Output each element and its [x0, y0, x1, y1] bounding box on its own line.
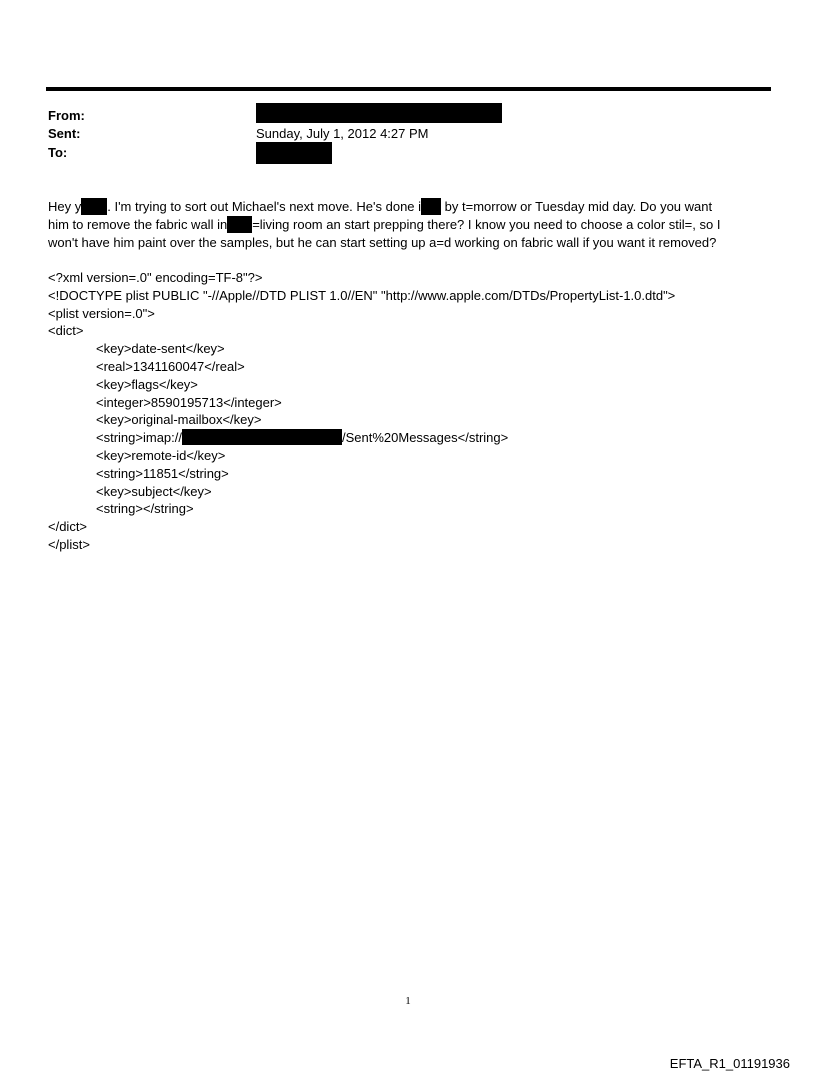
redaction-block: [256, 142, 332, 164]
message-text: him to remove the fabric wall in: [48, 217, 228, 232]
to-value: [256, 142, 332, 164]
redaction-block: [421, 198, 441, 215]
plist-key: <key>remote-id</key>: [96, 447, 226, 463]
plist-close-tag: </plist>: [48, 536, 90, 552]
plist-value: [48, 429, 675, 447]
xml-declaration: <?xml version=.0" encoding=TF-8"?>: [48, 270, 263, 285]
header-rule: [46, 87, 771, 91]
plist-key: <key>date-sent</key>: [96, 341, 225, 357]
doctype-line: <!DOCTYPE plist PUBLIC "-//Apple//DTD PLIST 1.0//EN" "http://www.apple.com/DTDs/PropertyList-1.0.dtd">: [48, 287, 676, 303]
plist-key: <key>subject</key>: [96, 483, 212, 499]
document-id: EFTA_R1_01191936: [669, 1056, 790, 1071]
plist-key: <key>flags</key>: [96, 376, 198, 392]
sent-value: Sunday, July 1, 2012 4:27 PM: [256, 126, 429, 141]
page-number: 1: [405, 995, 411, 1007]
to-label: To:: [48, 145, 68, 160]
message-line: [48, 216, 768, 234]
plist-value: <integer>8590195713</integer>: [96, 394, 282, 410]
redaction-block: [182, 429, 342, 445]
message-text: =living room an start prepping there? I know you need to choose a color stil=, so I: [252, 217, 721, 232]
from-label: From:: [48, 108, 85, 123]
message-text: Hey y: [48, 199, 82, 214]
dict-open-tag: <dict>: [48, 323, 84, 339]
plist-metadata: [48, 269, 675, 554]
plist-value-text: <string>imap://: [96, 430, 182, 446]
dict-close-tag: </dict>: [48, 519, 88, 535]
redaction-block: [227, 216, 252, 233]
redaction-block: [81, 198, 107, 215]
from-value: [256, 103, 502, 123]
plist-value: <real>1341160047</real>: [96, 358, 245, 374]
plist-value: <string></string>: [96, 501, 194, 517]
plist-value: <string>11851</string>: [96, 465, 229, 481]
plist-value-text: /Sent%20Messages</string>: [342, 430, 509, 446]
plist-open-tag: <plist version=.0">: [48, 305, 155, 321]
redaction-block: [256, 103, 502, 123]
message-body: [48, 198, 768, 252]
message-text: by t=morrow or Tuesday mid day. Do you want: [441, 199, 713, 214]
message-line: [48, 198, 768, 216]
plist-key: <key>original-mailbox</key>: [96, 412, 262, 428]
sent-label: Sent:: [48, 126, 81, 141]
message-text: . I'm trying to sort out Michael's next move. He's done i: [107, 199, 422, 214]
message-line: won't have him paint over the samples, but he can start setting up a=d working on fabric wall if you want it removed?: [48, 235, 717, 250]
